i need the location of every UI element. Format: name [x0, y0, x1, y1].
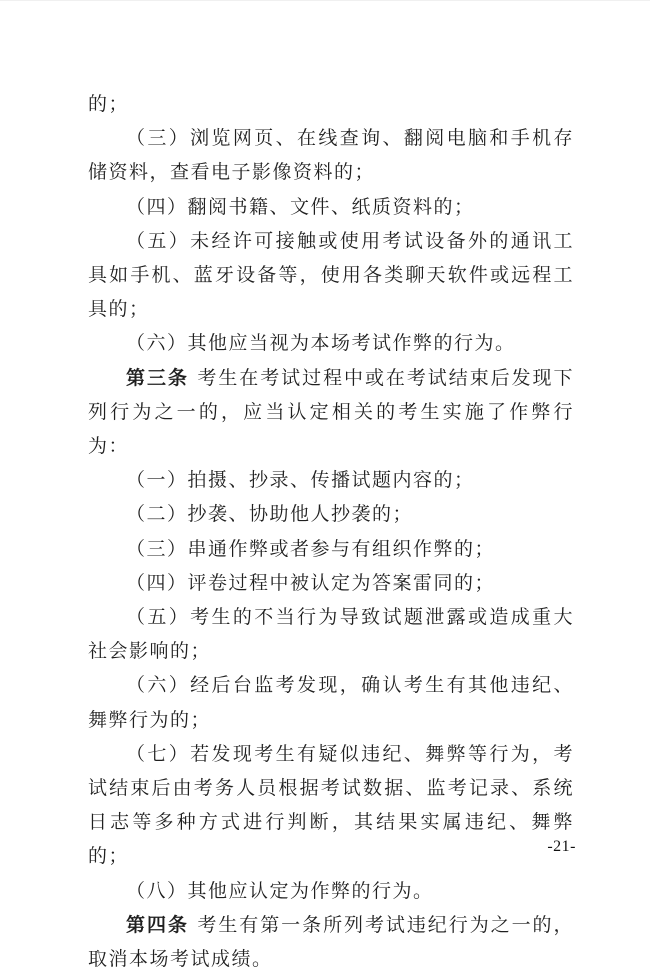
paragraph [88, 225, 574, 328]
paragraph-text: （五）考生的不当行为导致试题泄露或造成重大社会影响的； [88, 607, 574, 663]
clause-number: 第三条 [126, 367, 189, 389]
paragraph [88, 669, 574, 737]
paragraph-text: （四）翻阅书籍、文件、纸质资料的； [126, 196, 475, 218]
paragraph [88, 875, 574, 909]
paragraph-text: （五）未经许可接触或使用考试设备外的通讯工具如手机、蓝牙设备等，使用各类聊天软件或远程工具的； [88, 230, 574, 321]
paragraph [88, 327, 574, 361]
paragraph [88, 601, 574, 669]
paragraph-text: 考生在考试过程中或在考试结束后发现下列行为之一的，应当认定相关的考生实施了作弊行为： [88, 367, 574, 458]
paragraph [88, 498, 574, 532]
paragraph-text: 考生有第一条所列考试违纪行为之一的，取消本场考试成绩。 [88, 914, 574, 971]
paragraph-text: （七）若发现考生有疑似违纪、舞弊等行为，考试结束后由考务人员根据考试数据、监考记录、系统日志等多种方式进行判断，其结果实属违纪、舞弊的； [88, 743, 574, 868]
paragraph [88, 362, 574, 465]
paragraph [88, 88, 574, 122]
paragraph-text: （六）其他应当视为本场考试作弊的行为。 [126, 333, 516, 355]
paragraph-text: 的； [88, 94, 130, 115]
paragraph-text: （四）评卷过程中被认定为答案雷同的； [126, 572, 496, 594]
paragraph [88, 567, 574, 601]
page-number: -21- [547, 838, 576, 855]
paragraph-text: （一）拍摄、抄录、传播试题内容的； [126, 470, 475, 492]
document-body [88, 88, 574, 977]
paragraph-text: （六）经后台监考发现，确认考生有其他违纪、舞弊行为的； [88, 675, 574, 731]
paragraph-text: （八）其他应认定为作弊的行为。 [126, 880, 434, 902]
paragraph [88, 909, 574, 977]
paragraph-text: （三）浏览网页、在线查询、翻阅电脑和手机存储资料，查看电子影像资料的； [88, 128, 574, 184]
paragraph-text: （三）串通作弊或者参与有组织作弊的； [126, 538, 496, 560]
paragraph [88, 464, 574, 498]
paragraph [88, 738, 574, 875]
paragraph [88, 533, 574, 567]
paragraph [88, 122, 574, 190]
paragraph [88, 191, 574, 225]
clause-number: 第四条 [126, 914, 189, 936]
paragraph-text: （二）抄袭、协助他人抄袭的； [126, 504, 414, 526]
scan-artifact-line [0, 0, 650, 1]
